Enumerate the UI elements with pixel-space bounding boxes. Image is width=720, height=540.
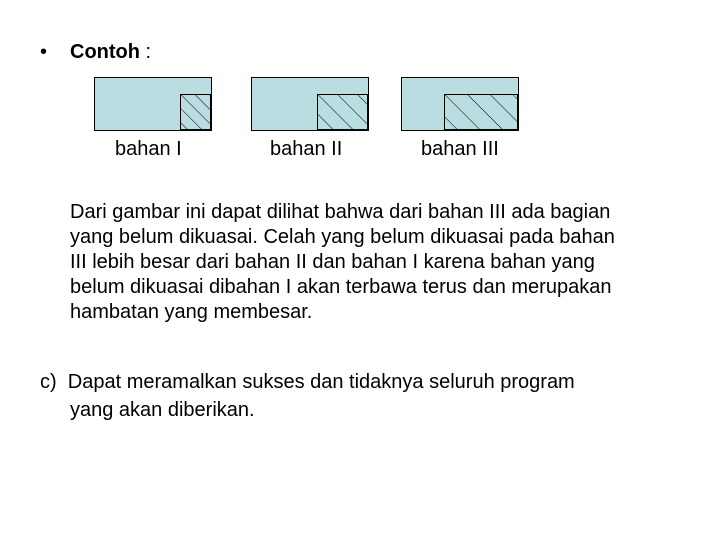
list-item-c	[40, 368, 680, 424]
heading-label: Contoh	[70, 41, 140, 63]
figure-box-bahan-1	[94, 77, 212, 131]
heading-suffix: :	[139, 41, 152, 63]
hatched-region-1	[180, 94, 211, 130]
figure-label-bahan-3: bahan III	[421, 138, 499, 160]
heading-bullet-line	[40, 41, 151, 64]
bullet-glyph: •	[40, 41, 48, 63]
list-item-c-line2: yang akan diberikan.	[70, 399, 255, 421]
list-item-c-text: Dapat meramalkan sukses dan tidaknya seluruh program	[67, 371, 575, 393]
explanation-paragraph	[70, 200, 690, 325]
paragraph-line: hambatan yang membesar.	[70, 301, 313, 323]
list-item-c-marker: c)	[40, 371, 57, 393]
paragraph-line: yang belum dikuasai. Celah yang belum dikuasai pada bahan	[70, 226, 615, 248]
hatched-region-3	[444, 94, 518, 130]
figure-label-bahan-1: bahan I	[115, 138, 182, 160]
paragraph-line: Dari gambar ini dapat dilihat bahwa dari bahan III ada bagian	[70, 201, 611, 223]
paragraph-line: III lebih besar dari bahan II dan bahan I karena bahan yang	[70, 251, 595, 273]
list-item-c-line1	[40, 368, 680, 396]
figure-box-bahan-3	[401, 77, 519, 131]
figure-label-bahan-2: bahan II	[270, 138, 343, 160]
hatched-region-2	[317, 94, 368, 130]
figure-box-bahan-2	[251, 77, 369, 131]
paragraph-line: belum dikuasai dibahan I akan terbawa terus dan merupakan	[70, 276, 612, 298]
